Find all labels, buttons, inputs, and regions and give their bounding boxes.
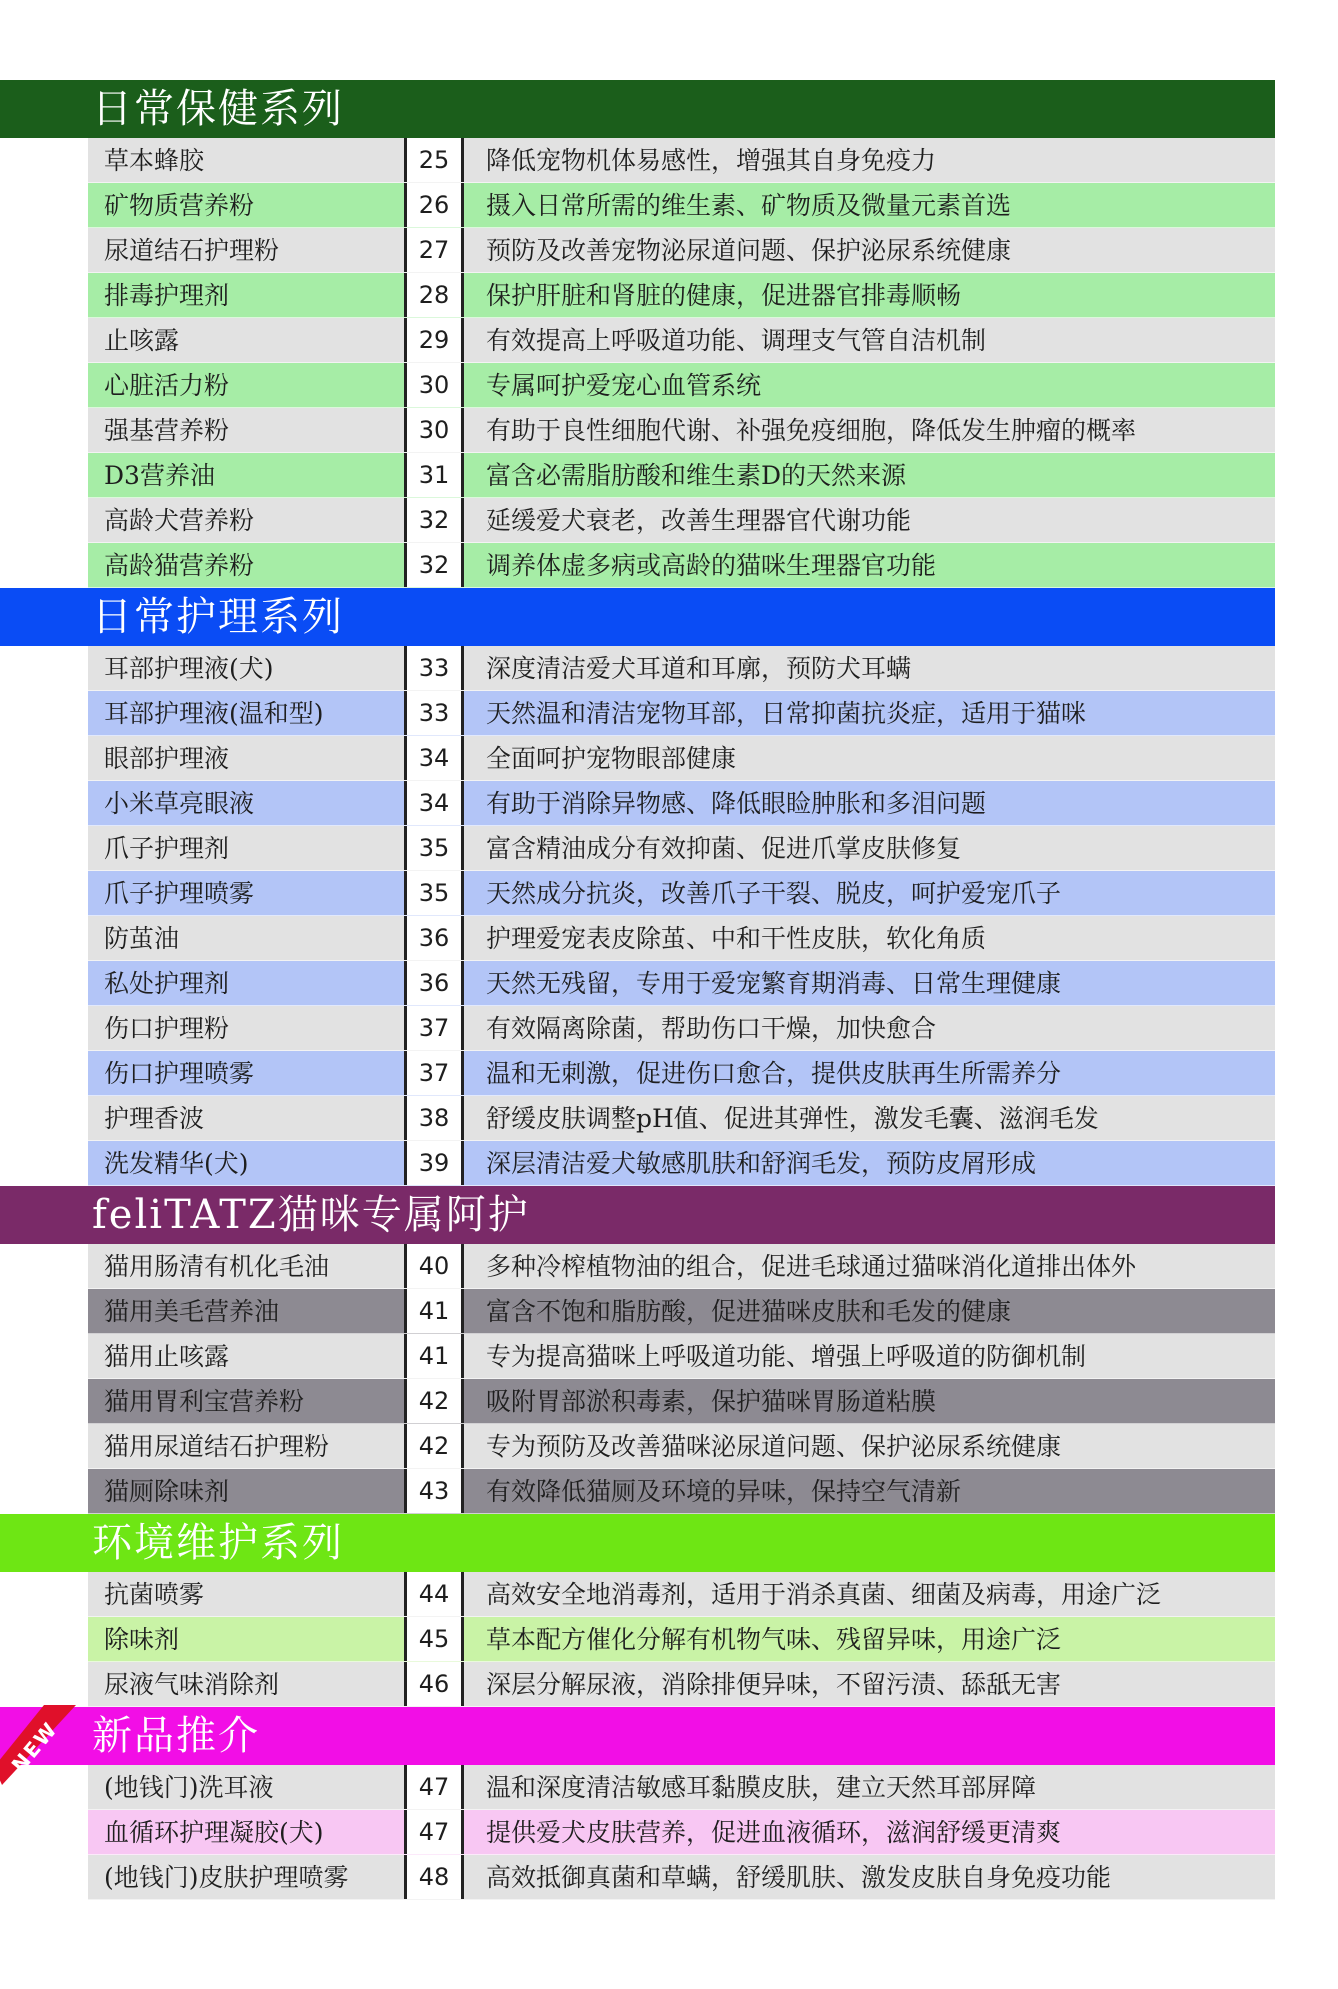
page-number: 32: [404, 543, 464, 587]
product-row: [88, 781, 1275, 826]
page-number: 36: [404, 916, 464, 960]
section: [0, 1707, 1338, 1900]
product-name: 猫用美毛营养油: [104, 1297, 280, 1326]
page-number: 32: [404, 498, 464, 542]
product-row: [88, 691, 1275, 736]
product-description: 温和深度清洁敏感耳黏膜皮肤，建立天然耳部屏障: [486, 1773, 1037, 1802]
product-description: 高效安全地消毒剂，适用于消杀真菌、细菌及病毒，用途广泛: [486, 1580, 1162, 1609]
product-row: [88, 1096, 1275, 1141]
section-title: 新品推介: [92, 1713, 260, 1759]
product-description: 深层分解尿液，消除排便异味，不留污渍、舔舐无害: [486, 1670, 1062, 1699]
product-name: 防茧油: [104, 924, 180, 953]
product-list: [88, 1572, 1275, 1707]
product-name: 猫厕除味剂: [104, 1477, 230, 1506]
product-description: 吸附胃部淤积毒素，保护猫咪胃肠道粘膜: [486, 1387, 937, 1416]
product-row: [88, 183, 1275, 228]
product-name: 尿液气味消除剂: [104, 1670, 280, 1699]
product-name: 猫用肠清有机化毛油: [104, 1252, 330, 1281]
page-number: 43: [404, 1469, 464, 1513]
page-number: 45: [404, 1617, 464, 1661]
product-row: [88, 1765, 1275, 1810]
page-number: 41: [404, 1289, 464, 1333]
page-number: 33: [404, 646, 464, 690]
section-header: [0, 1186, 1275, 1244]
product-row: [88, 1572, 1275, 1617]
page-number: 42: [404, 1379, 464, 1423]
product-row: [88, 1289, 1275, 1334]
product-list: [88, 1765, 1275, 1900]
product-name: 私处护理剂: [104, 969, 230, 998]
section-title: 日常保健系列: [92, 86, 344, 132]
product-row: [88, 1379, 1275, 1424]
product-name: 高龄猫营养粉: [104, 551, 255, 580]
product-description: 富含必需脂肪酸和维生素D的天然来源: [486, 461, 907, 490]
product-row: [88, 1141, 1275, 1186]
product-name: 尿道结石护理粉: [104, 236, 280, 265]
product-description: 多种冷榨植物油的组合，促进毛球通过猫咪消化道排出体外: [486, 1252, 1137, 1281]
product-name: 除味剂: [104, 1625, 180, 1654]
product-name: 伤口护理喷雾: [104, 1059, 255, 1088]
product-description: 护理爱宠表皮除茧、中和干性皮肤，软化角质: [486, 924, 987, 953]
section-title: 日常护理系列: [92, 594, 344, 640]
page-number: 41: [404, 1334, 464, 1378]
product-row: [88, 138, 1275, 183]
product-name: 小米草亮眼液: [104, 789, 255, 818]
section-header: [0, 588, 1275, 646]
new-badge-text: NEW: [6, 1716, 63, 1777]
product-row: [88, 961, 1275, 1006]
product-row: [88, 1244, 1275, 1289]
product-row: [88, 1855, 1275, 1900]
product-row: [88, 871, 1275, 916]
section-title: 环境维护系列: [92, 1520, 344, 1566]
page-number: 34: [404, 736, 464, 780]
page-number: 47: [404, 1810, 464, 1854]
page-number: 35: [404, 871, 464, 915]
product-row: [88, 1334, 1275, 1379]
page-number: 38: [404, 1096, 464, 1140]
page-number: 42: [404, 1424, 464, 1468]
product-row: [88, 408, 1275, 453]
product-name: 耳部护理液(犬): [104, 654, 274, 683]
product-description: 草本配方催化分解有机物气味、残留异味，用途广泛: [486, 1625, 1062, 1654]
product-description: 深度清洁爱犬耳道和耳廓，预防犬耳螨: [486, 654, 912, 683]
product-row: [88, 1424, 1275, 1469]
product-name: 草本蜂胶: [104, 146, 205, 175]
product-row: [88, 228, 1275, 273]
product-name: 抗菌喷雾: [104, 1580, 205, 1609]
product-description: 提供爱犬皮肤营养，促进血液循环，滋润舒缓更清爽: [486, 1818, 1062, 1847]
product-list: [88, 1244, 1275, 1514]
product-name: 止咳露: [104, 326, 180, 355]
page-number: 39: [404, 1141, 464, 1185]
product-name: (地钱门)洗耳液: [104, 1773, 274, 1802]
page-number: 31: [404, 453, 464, 497]
product-name: 耳部护理液(温和型): [104, 699, 324, 728]
product-name: 心脏活力粉: [104, 371, 230, 400]
page-number: 35: [404, 826, 464, 870]
product-description: 专为提高猫咪上呼吸道功能、增强上呼吸道的防御机制: [486, 1342, 1087, 1371]
product-row: [88, 453, 1275, 498]
product-name: 猫用胃利宝营养粉: [104, 1387, 305, 1416]
product-description: 有助于消除异物感、降低眼睑肿胀和多泪问题: [486, 789, 987, 818]
product-row: [88, 1006, 1275, 1051]
product-name: 高龄犬营养粉: [104, 506, 255, 535]
page-number: 48: [404, 1855, 464, 1899]
product-description: 全面呵护宠物眼部健康: [486, 744, 737, 773]
page-number: 37: [404, 1006, 464, 1050]
page-number: 37: [404, 1051, 464, 1095]
page-number: 33: [404, 691, 464, 735]
product-row: [88, 1810, 1275, 1855]
page-number: 40: [404, 1244, 464, 1288]
page-number: 29: [404, 318, 464, 362]
product-name: D3营养油: [104, 461, 215, 490]
product-description: 高效抵御真菌和草螨，舒缓肌肤、激发皮肤自身免疫功能: [486, 1863, 1112, 1892]
page-number: 30: [404, 363, 464, 407]
product-description: 保护肝脏和肾脏的健康，促进器官排毒顺畅: [486, 281, 962, 310]
product-list: [88, 646, 1275, 1186]
product-description: 富含精油成分有效抑菌、促进爪掌皮肤修复: [486, 834, 962, 863]
product-name: 洗发精华(犬): [104, 1149, 249, 1178]
product-row: [88, 363, 1275, 408]
section: [0, 588, 1338, 1186]
product-row: [88, 543, 1275, 588]
product-row: [88, 916, 1275, 961]
product-description: 天然无残留，专用于爱宠繁育期消毒、日常生理健康: [486, 969, 1062, 998]
product-row: [88, 1469, 1275, 1514]
product-description: 有效降低猫厕及环境的异味，保持空气清新: [486, 1477, 962, 1506]
product-name: 排毒护理剂: [104, 281, 230, 310]
product-name: 猫用尿道结石护理粉: [104, 1432, 330, 1461]
product-description: 降低宠物机体易感性，增强其自身免疫力: [486, 146, 937, 175]
product-description: 延缓爱犬衰老，改善生理器官代谢功能: [486, 506, 912, 535]
product-name: 爪子护理剂: [104, 834, 230, 863]
product-description: 有助于良性细胞代谢、补强免疫细胞，降低发生肿瘤的概率: [486, 416, 1137, 445]
section-header: [0, 1514, 1275, 1572]
product-row: [88, 1051, 1275, 1096]
product-name: 护理香波: [104, 1104, 205, 1133]
product-description: 深层清洁爱犬敏感肌肤和舒润毛发，预防皮屑形成: [486, 1149, 1037, 1178]
page-number: 36: [404, 961, 464, 1005]
product-row: [88, 318, 1275, 363]
product-name: 伤口护理粉: [104, 1014, 230, 1043]
product-name: 强基营养粉: [104, 416, 230, 445]
product-description: 摄入日常所需的维生素、矿物质及微量元素首选: [486, 191, 1012, 220]
product-description: 天然成分抗炎，改善爪子干裂、脱皮，呵护爱宠爪子: [486, 879, 1062, 908]
page-number: 34: [404, 781, 464, 825]
page-number: 28: [404, 273, 464, 317]
product-description: 专属呵护爱宠心血管系统: [486, 371, 762, 400]
product-description: 天然温和清洁宠物耳部，日常抑菌抗炎症，适用于猫咪: [486, 699, 1087, 728]
page-number: 30: [404, 408, 464, 452]
new-badge-icon: [0, 1705, 76, 1785]
product-description: 有效提高上呼吸道功能、调理支气管自洁机制: [486, 326, 987, 355]
product-description: 富含不饱和脂肪酸，促进猫咪皮肤和毛发的健康: [486, 1297, 1012, 1326]
section: [0, 80, 1338, 588]
product-row: [88, 498, 1275, 543]
product-row: [88, 826, 1275, 871]
product-description: 调养体虚多病或高龄的猫咪生理器官功能: [486, 551, 937, 580]
product-row: [88, 1617, 1275, 1662]
product-name: 血循环护理凝胶(犬): [104, 1818, 324, 1847]
product-catalog: [0, 80, 1338, 1900]
product-description: 有效隔离除菌，帮助伤口干燥，加快愈合: [486, 1014, 937, 1043]
product-name: 眼部护理液: [104, 744, 230, 773]
section: [0, 1514, 1338, 1707]
product-row: [88, 646, 1275, 691]
product-list: [88, 138, 1275, 588]
product-name: 爪子护理喷雾: [104, 879, 255, 908]
section-title: feliTATZ猫咪专属阿护: [92, 1192, 530, 1238]
product-name: 矿物质营养粉: [104, 191, 255, 220]
page-number: 46: [404, 1662, 464, 1706]
product-description: 舒缓皮肤调整pH值、促进其弹性，激发毛囊、滋润毛发: [486, 1104, 1099, 1133]
page-number: 47: [404, 1765, 464, 1809]
product-description: 预防及改善宠物泌尿道问题、保护泌尿系统健康: [486, 236, 1012, 265]
product-row: [88, 273, 1275, 318]
product-name: (地钱门)皮肤护理喷雾: [104, 1863, 349, 1892]
product-description: 温和无刺激，促进伤口愈合，提供皮肤再生所需养分: [486, 1059, 1062, 1088]
page-number: 26: [404, 183, 464, 227]
section-header: [0, 1707, 1275, 1777]
product-description: 专为预防及改善猫咪泌尿道问题、保护泌尿系统健康: [486, 1432, 1062, 1461]
section-header: [0, 80, 1275, 138]
page-number: 27: [404, 228, 464, 272]
product-name: 猫用止咳露: [104, 1342, 230, 1371]
product-row: [88, 1662, 1275, 1707]
section: [0, 1186, 1338, 1514]
page-number: 25: [404, 138, 464, 182]
page-number: 44: [404, 1572, 464, 1616]
product-row: [88, 736, 1275, 781]
